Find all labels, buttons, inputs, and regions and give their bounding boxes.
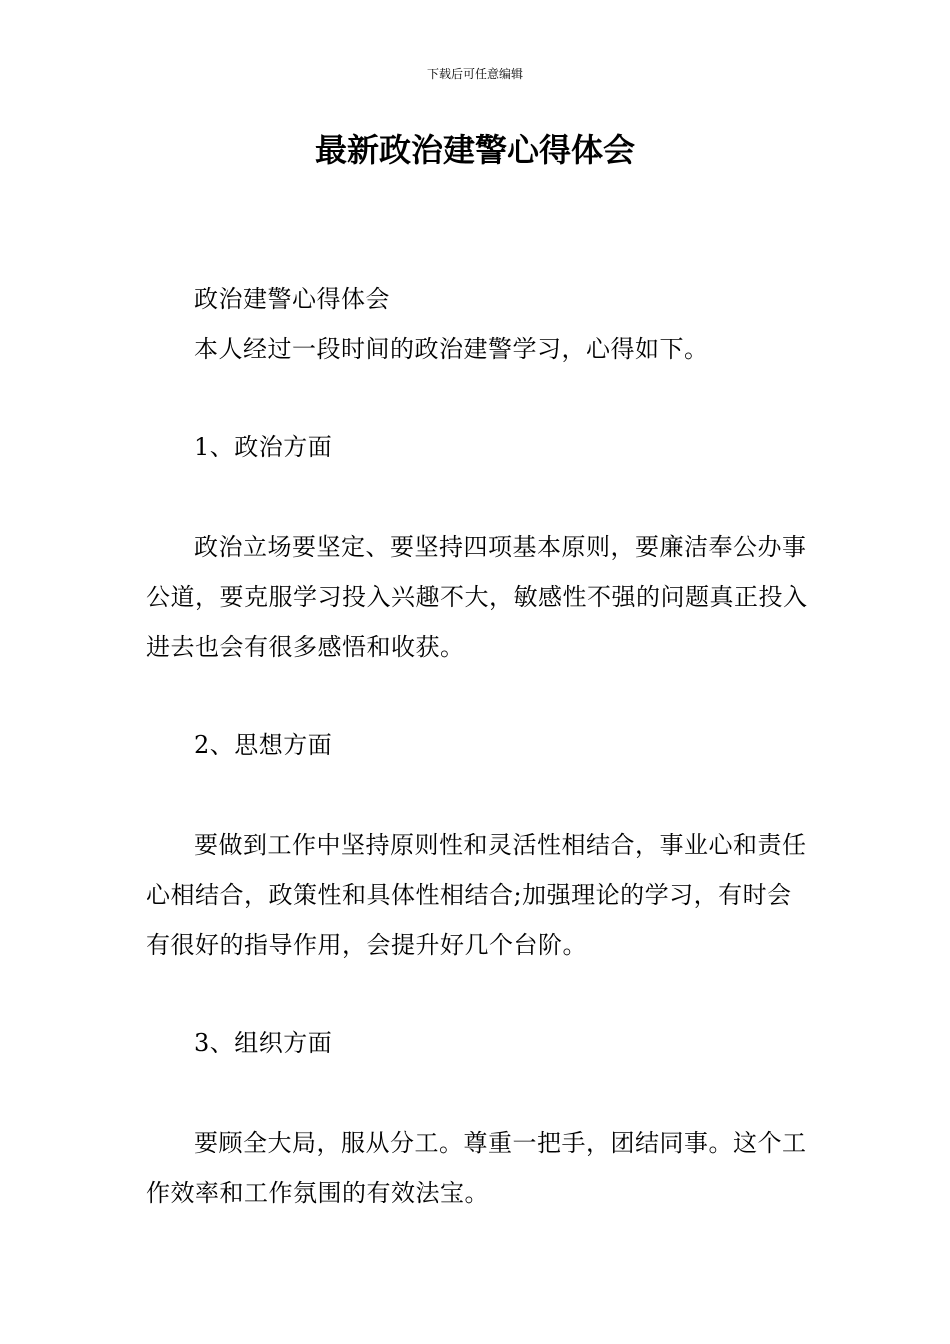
section-body-politics: 政治立场要坚定、要坚持四项基本原则，要廉洁奉公办事公道，要克服学习投入兴趣不大，敏感性不强的问题真正投入进去也会有很多感悟和收获。 <box>146 533 808 661</box>
document-title: 最新政治建警心得体会 <box>314 131 635 169</box>
section-body-organization: 要顾全大局，服从分工。尊重一把手，团结同事。这个工作效率和工作氛围的有效法宝。 <box>146 1129 807 1207</box>
header-note: 下载后可任意编辑 <box>426 67 523 81</box>
section-heading-politics: 1、政治方面 <box>194 433 333 461</box>
section-heading-thought: 2、思想方面 <box>194 731 333 759</box>
section-body-thought: 要做到工作中坚持原则性和灵活性相结合，事业心和责任心相结合，政策性和具体性相结合;加强理论的学习，有时会有很好的指导作用，会提升好几个台阶。 <box>146 831 807 959</box>
intro-paragraph: 本人经过一段时间的政治建警学习，心得如下。 <box>194 335 709 363</box>
section-heading-organization: 3、组织方面 <box>194 1029 333 1057</box>
document-subtitle: 政治建警心得体会 <box>194 285 390 313</box>
